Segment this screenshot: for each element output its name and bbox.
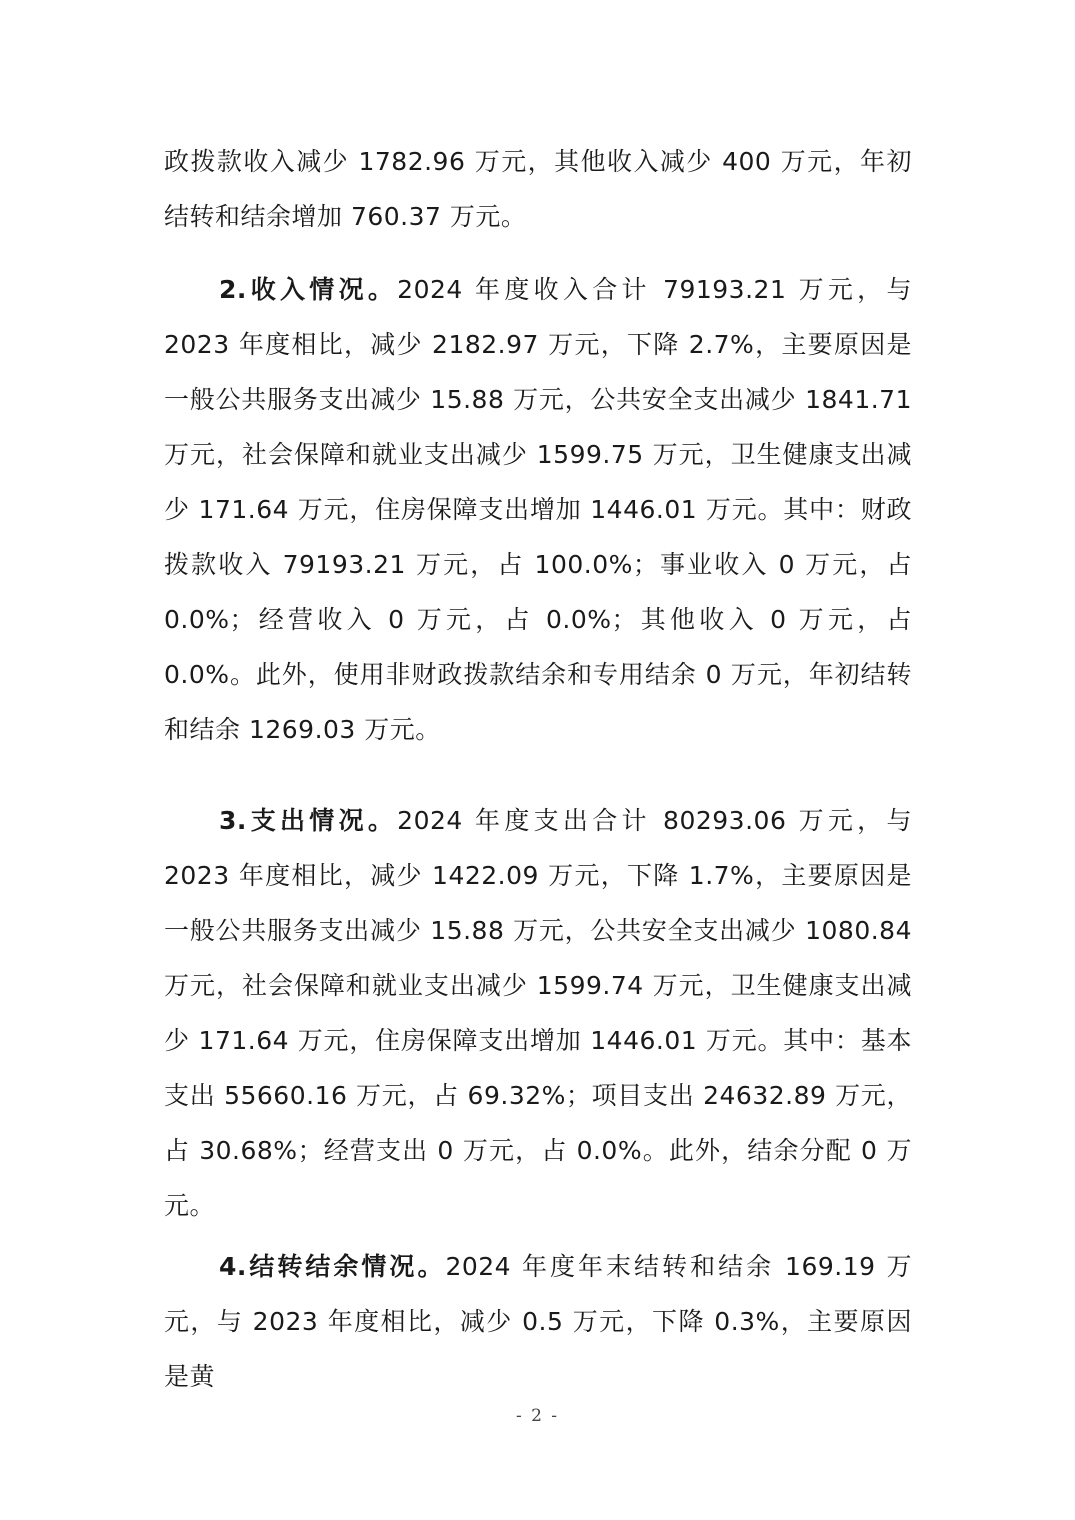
section-heading-income: 2.收入情况。	[219, 275, 398, 304]
paragraph-expenditure	[164, 793, 912, 1233]
paragraph-text: 2024 年度支出合计 80293.06 万元，与 2023 年度相比，减少 1422.09 万元，下降 1.7%，主要原因是一般公共服务支出减少 15.88 万元，公共安全支出减少 1080.84 万元，社会保障和就业支出减少 1599.74 万元，卫生健康支出减少 171.64 万元，住房保障支出增加 1446.01 万元。其中：基本支出 55660.16 万元，占 69.32%；项目支出 24632.89 万元，占 30.68%；经营支出 0 万元，占 0.0%。此外，结余分配 0 万元。	[164, 806, 912, 1220]
paragraph-continuation	[164, 134, 912, 244]
section-heading-expenditure: 3.支出情况。	[219, 806, 398, 835]
page-number: - 2 -	[515, 1406, 560, 1426]
document-body	[164, 134, 912, 1404]
paragraph-income	[164, 262, 912, 757]
section-heading-carryover: 4.结转结余情况。	[219, 1252, 446, 1281]
paragraph-carryover	[164, 1239, 912, 1404]
paragraph-text: 2024 年度收入合计 79193.21 万元，与 2023 年度相比，减少 2182.97 万元，下降 2.7%，主要原因是一般公共服务支出减少 15.88 万元，公共安全支出减少 1841.71 万元，社会保障和就业支出减少 1599.75 万元，卫生健康支出减少 171.64 万元，住房保障支出增加 1446.01 万元。其中：财政拨款收入 79193.21 万元，占 100.0%；事业收入 0 万元，占 0.0%；经营收入 0 万元，占 0.0%；其他收入 0 万元，占 0.0%。此外，使用非财政拨款结余和专用结余 0 万元，年初结转和结余 1269.03 万元。	[164, 275, 912, 744]
paragraph-text: 政拨款收入减少 1782.96 万元，其他收入减少 400 万元，年初结转和结余增加 760.37 万元。	[164, 147, 912, 231]
paragraph-text: 2024 年度年末结转和结余 169.19 万元，与 2023 年度相比，减少 0.5 万元，下降 0.3%，主要原因是黄	[164, 1252, 912, 1391]
